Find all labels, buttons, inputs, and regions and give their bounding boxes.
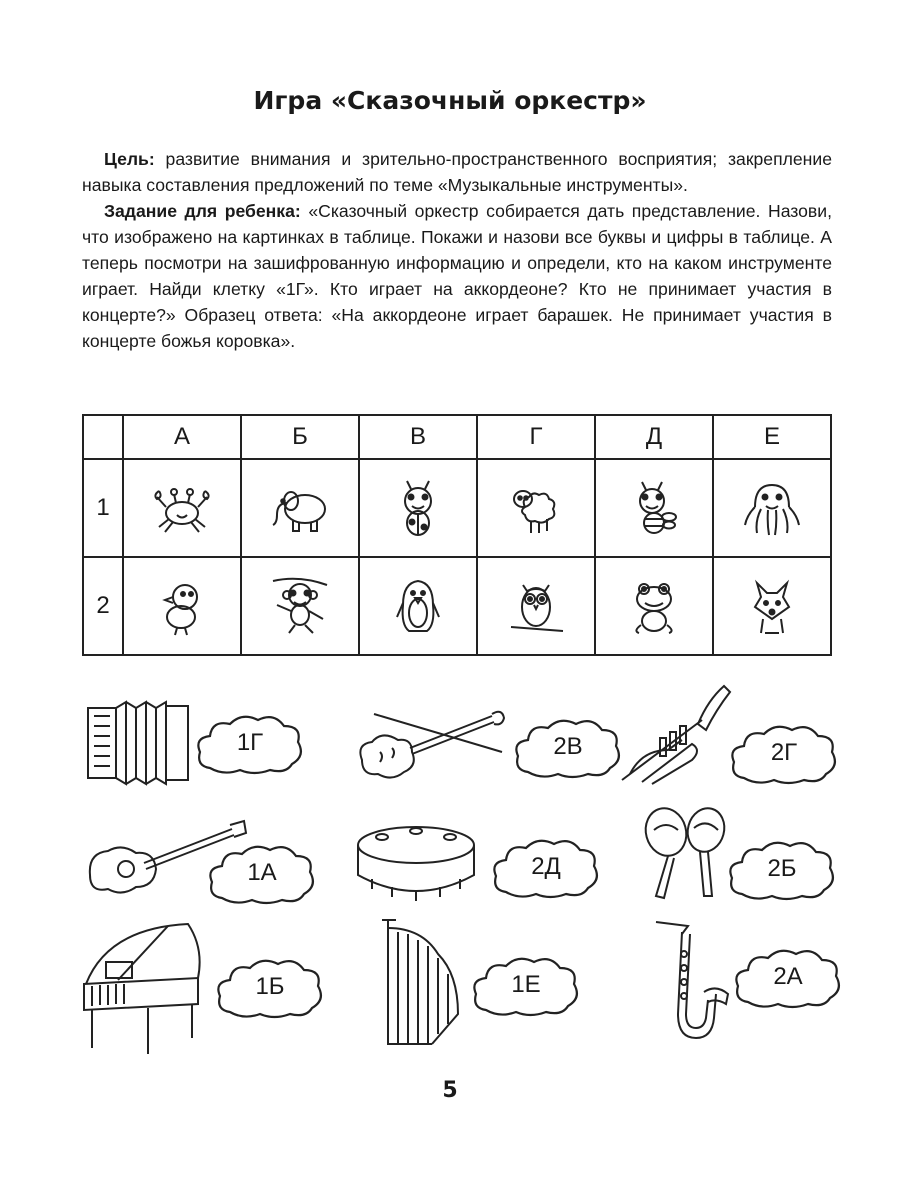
goal-text: развитие внимания и зрительно-пространственного восприятия; закрепление навыка составления предложений по теме «Музыкальные инструменты». [82, 149, 832, 195]
code-cloud [728, 720, 840, 786]
code-cloud [194, 710, 306, 776]
code-cloud [490, 834, 602, 900]
table-cell [713, 557, 831, 655]
table-cell [123, 557, 241, 655]
owl-icon [505, 575, 567, 637]
table-corner [83, 415, 123, 459]
ladybug-icon [387, 477, 449, 539]
page-number: 5 [442, 1078, 458, 1103]
trumpet-icon [612, 680, 732, 800]
code-label: 1Б [255, 973, 285, 1000]
page-title: Игра «Сказочный оркестр» [253, 86, 647, 115]
code-cloud [214, 954, 326, 1020]
chick-icon [151, 575, 213, 637]
instrument-maracas [632, 800, 900, 920]
row-header: 2 [83, 557, 123, 655]
code-label: 2Д [531, 853, 561, 880]
bee-icon [623, 477, 685, 539]
table-cell [359, 557, 477, 655]
column-header: Е [713, 415, 831, 459]
row-header: 1 [83, 459, 123, 557]
monkey-icon [269, 575, 331, 637]
column-header: В [359, 415, 477, 459]
code-cloud [470, 952, 582, 1018]
tambourine-icon [352, 812, 482, 922]
task-label: Задание для ребенка: [104, 201, 301, 221]
sheep-icon [505, 477, 567, 539]
table-cell [477, 557, 595, 655]
code-label: 1Г [236, 729, 264, 756]
instructions [82, 146, 832, 354]
crab-icon [151, 477, 213, 539]
instrument-harp [372, 914, 652, 1034]
elephant-icon [269, 477, 331, 539]
code-label: 2Г [770, 739, 798, 766]
table-cell [241, 459, 359, 557]
accordion-icon [82, 690, 202, 800]
goal-label: Цель: [104, 149, 155, 169]
table-cell [595, 557, 713, 655]
table-cell [595, 459, 713, 557]
table-cell [241, 557, 359, 655]
code-cloud [726, 836, 838, 902]
code-label: 2А [773, 963, 803, 990]
goal-paragraph [82, 146, 832, 198]
violin-icon [352, 690, 512, 800]
instrument-piano [78, 918, 358, 1038]
code-label: 1Е [511, 971, 541, 998]
column-header: Д [595, 415, 713, 459]
instrument-trumpet [612, 680, 892, 800]
penguin-icon [387, 575, 449, 637]
saxophone-icon [642, 914, 732, 1054]
code-cloud [732, 944, 844, 1010]
table-cell [123, 459, 241, 557]
frog-icon [623, 575, 685, 637]
column-header: Г [477, 415, 595, 459]
task-paragraph [82, 198, 832, 354]
table-cell [477, 459, 595, 557]
animal-table [82, 414, 832, 656]
column-header: Б [241, 415, 359, 459]
octopus-icon [741, 477, 803, 539]
code-label: 2Б [767, 855, 797, 882]
code-cloud [512, 714, 624, 780]
instrument-accordion [82, 690, 362, 810]
wolf-icon [741, 575, 803, 637]
harp-icon [372, 914, 472, 1054]
column-header: А [123, 415, 241, 459]
instrument-guitar [82, 808, 362, 928]
piano-icon [78, 918, 208, 1058]
table-cell [359, 459, 477, 557]
instrument-saxophone [642, 914, 900, 1034]
task-text: «Сказочный оркестр собирается дать представление. Назови, что изображено на картинках в таблице. Покажи и назови все буквы и цифры в таблице. А теперь посмотри на зашифрованную информацию и определи, кто на каком инструменте играет. Найди клетку «1Г». Кто играет на аккордеоне? Кто не принимает участия в концерте?» Образец ответа: «На аккордеоне играет барашек. Не принимает участия в концерте божья коровка». [82, 201, 832, 351]
instrument-violin [352, 690, 632, 810]
code-cloud [206, 840, 318, 906]
code-label: 2В [553, 733, 583, 760]
code-label: 1А [247, 859, 277, 886]
table-cell [713, 459, 831, 557]
